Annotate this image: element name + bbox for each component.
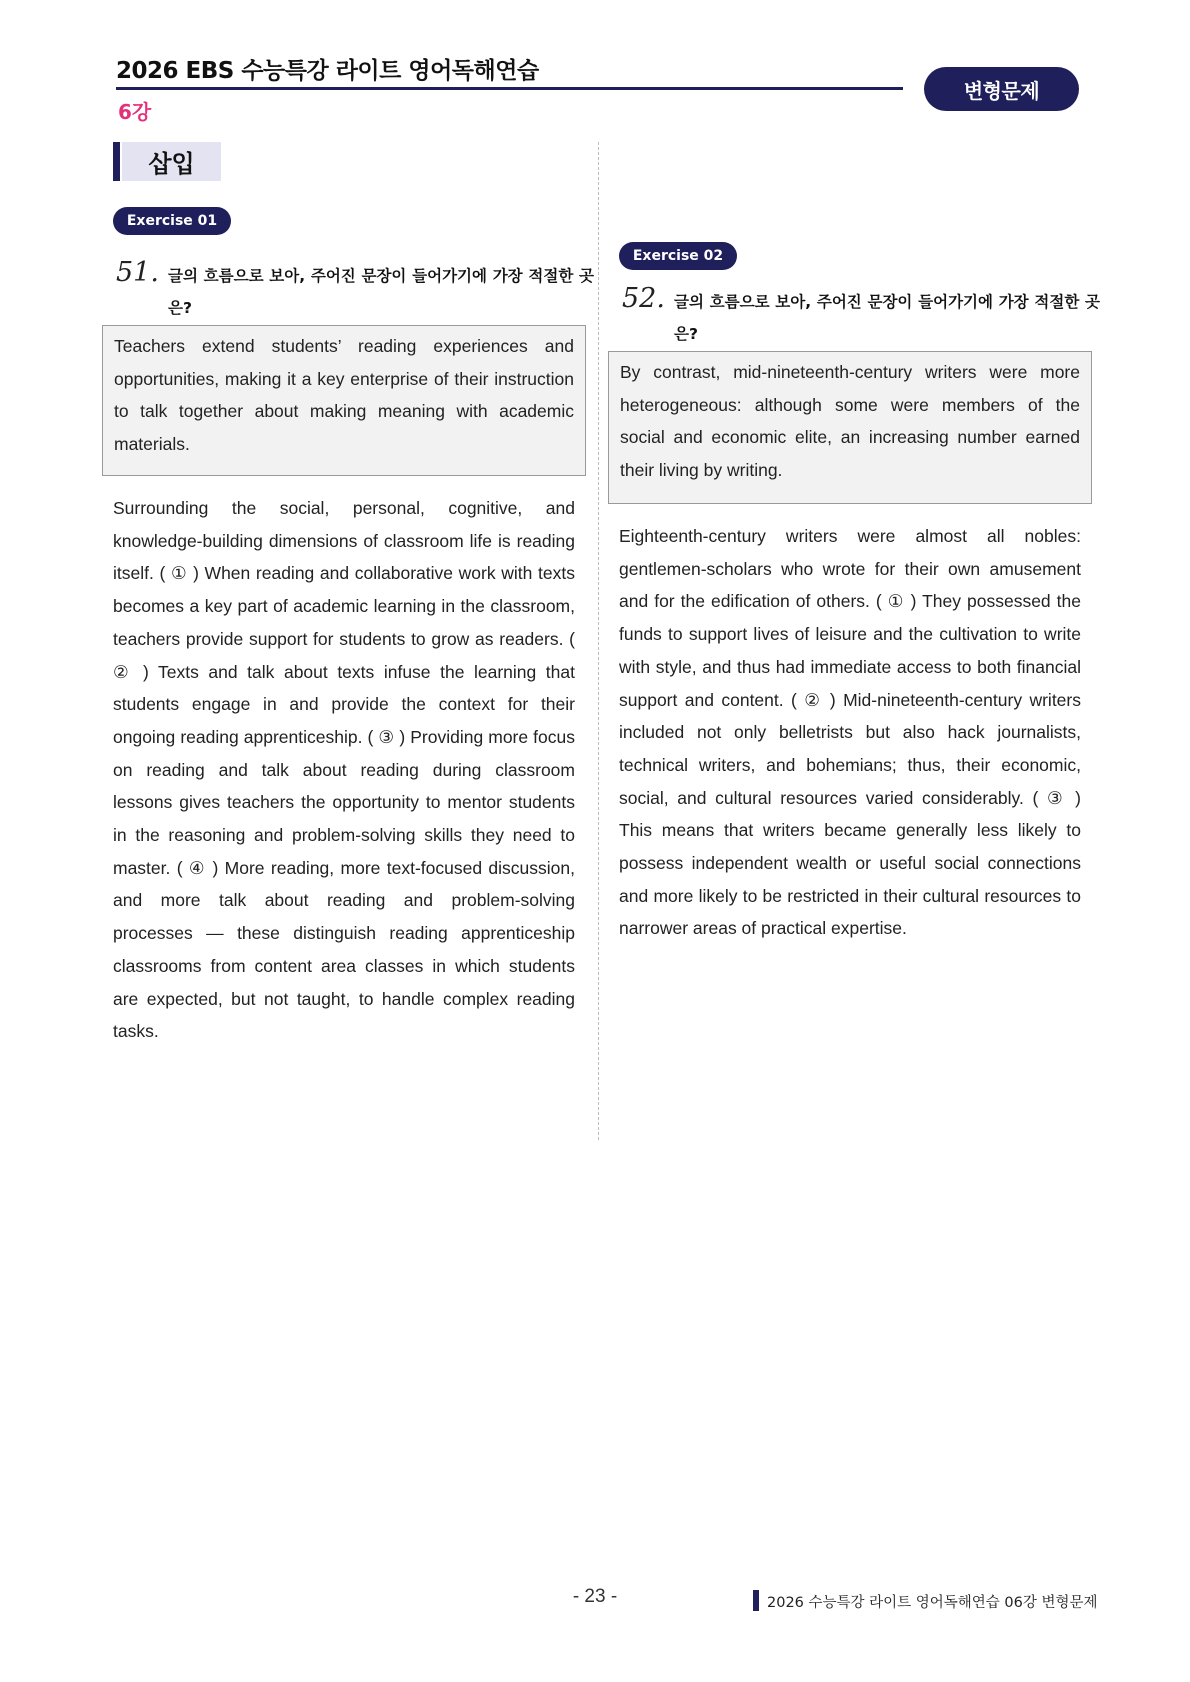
question-51 <box>116 257 594 324</box>
footer-accent-bar <box>753 1590 759 1611</box>
question-52 <box>622 283 1100 350</box>
header-divider <box>116 87 903 90</box>
exercise-01-label: Exercise 01 <box>113 207 231 235</box>
footer-text: 2026 수능특강 라이트 영어독해연습 06강 변형문제 <box>767 1595 1098 1611</box>
question-number: 52. <box>622 283 665 314</box>
question-number: 51. <box>116 257 159 288</box>
passage-text: Eighteenth-century writers were almost all nobles: gentlemen-scholars who wrote for their own amusement and for the edification of others. ( ① ) They possessed the funds to support lives of leisure and the cultivation to write with style, and thus had immediate access to both financial support and content. ( ② ) Mid-nineteenth-century writers included not only belletrists but also hack journalists, technical writers, and bohemians; thus, their economic, social, and cultural resources varied considerably. ( ③ ) This means that writers became generally less likely to possess independent wealth or useful social connections and more likely to be restricted in their cultural resources to narrower areas of practical expertise. <box>619 526 1081 939</box>
page-number: - 23 - <box>572 1586 618 1607</box>
given-sentence-box: Teachers extend students’ reading experiences and opportunities, making it a key enterprise of their instruction to talk together about making meaning with academic materials. <box>102 325 586 476</box>
passage-text: Surrounding the social, personal, cognitive, and knowledge-building dimensions of classroom life is reading itself. ( ① ) When reading and collaborative work with texts becomes a key part of academic learning in the classroom, teachers provide support for students to grow as readers. ( ② ) Texts and talk about texts infuse the learning that students engage in and provide the context for their ongoing reading apprenticeship. ( ③ ) Providing more focus on reading and talk about reading during classroom lessons gives teachers the opportunity to mentor students in the reasoning and problem-solving skills they need to master. ( ④ ) More reading, more text-focused discussion, and more talk about reading and problem-solving processes — these distinguish reading apprenticeship classrooms from content area classes in which students are expected, but not taught, to handle complex reading tasks. <box>113 498 575 1042</box>
section-title: 삽입 <box>122 142 221 181</box>
question-prompt: 글의 흐름으로 보아, 주어진 문장이 들어가기에 가장 적절한 곳은? <box>674 293 1100 343</box>
problem-type-badge: 변형문제 <box>924 67 1079 111</box>
document-title: 2026 EBS 수능특강 라이트 영어독해연습 <box>116 58 539 84</box>
lesson-label: 6강 <box>118 100 152 124</box>
given-sentence-box: By contrast, mid-nineteenth-century writers were more heterogeneous: although some were members of the social and economic elite, an increasing number earned their living by writing. <box>608 351 1092 504</box>
exercise-02-label: Exercise 02 <box>619 242 737 270</box>
section-accent-bar <box>113 142 120 181</box>
question-prompt: 글의 흐름으로 보아, 주어진 문장이 들어가기에 가장 적절한 곳은? <box>168 267 594 317</box>
column-divider <box>598 142 599 1140</box>
